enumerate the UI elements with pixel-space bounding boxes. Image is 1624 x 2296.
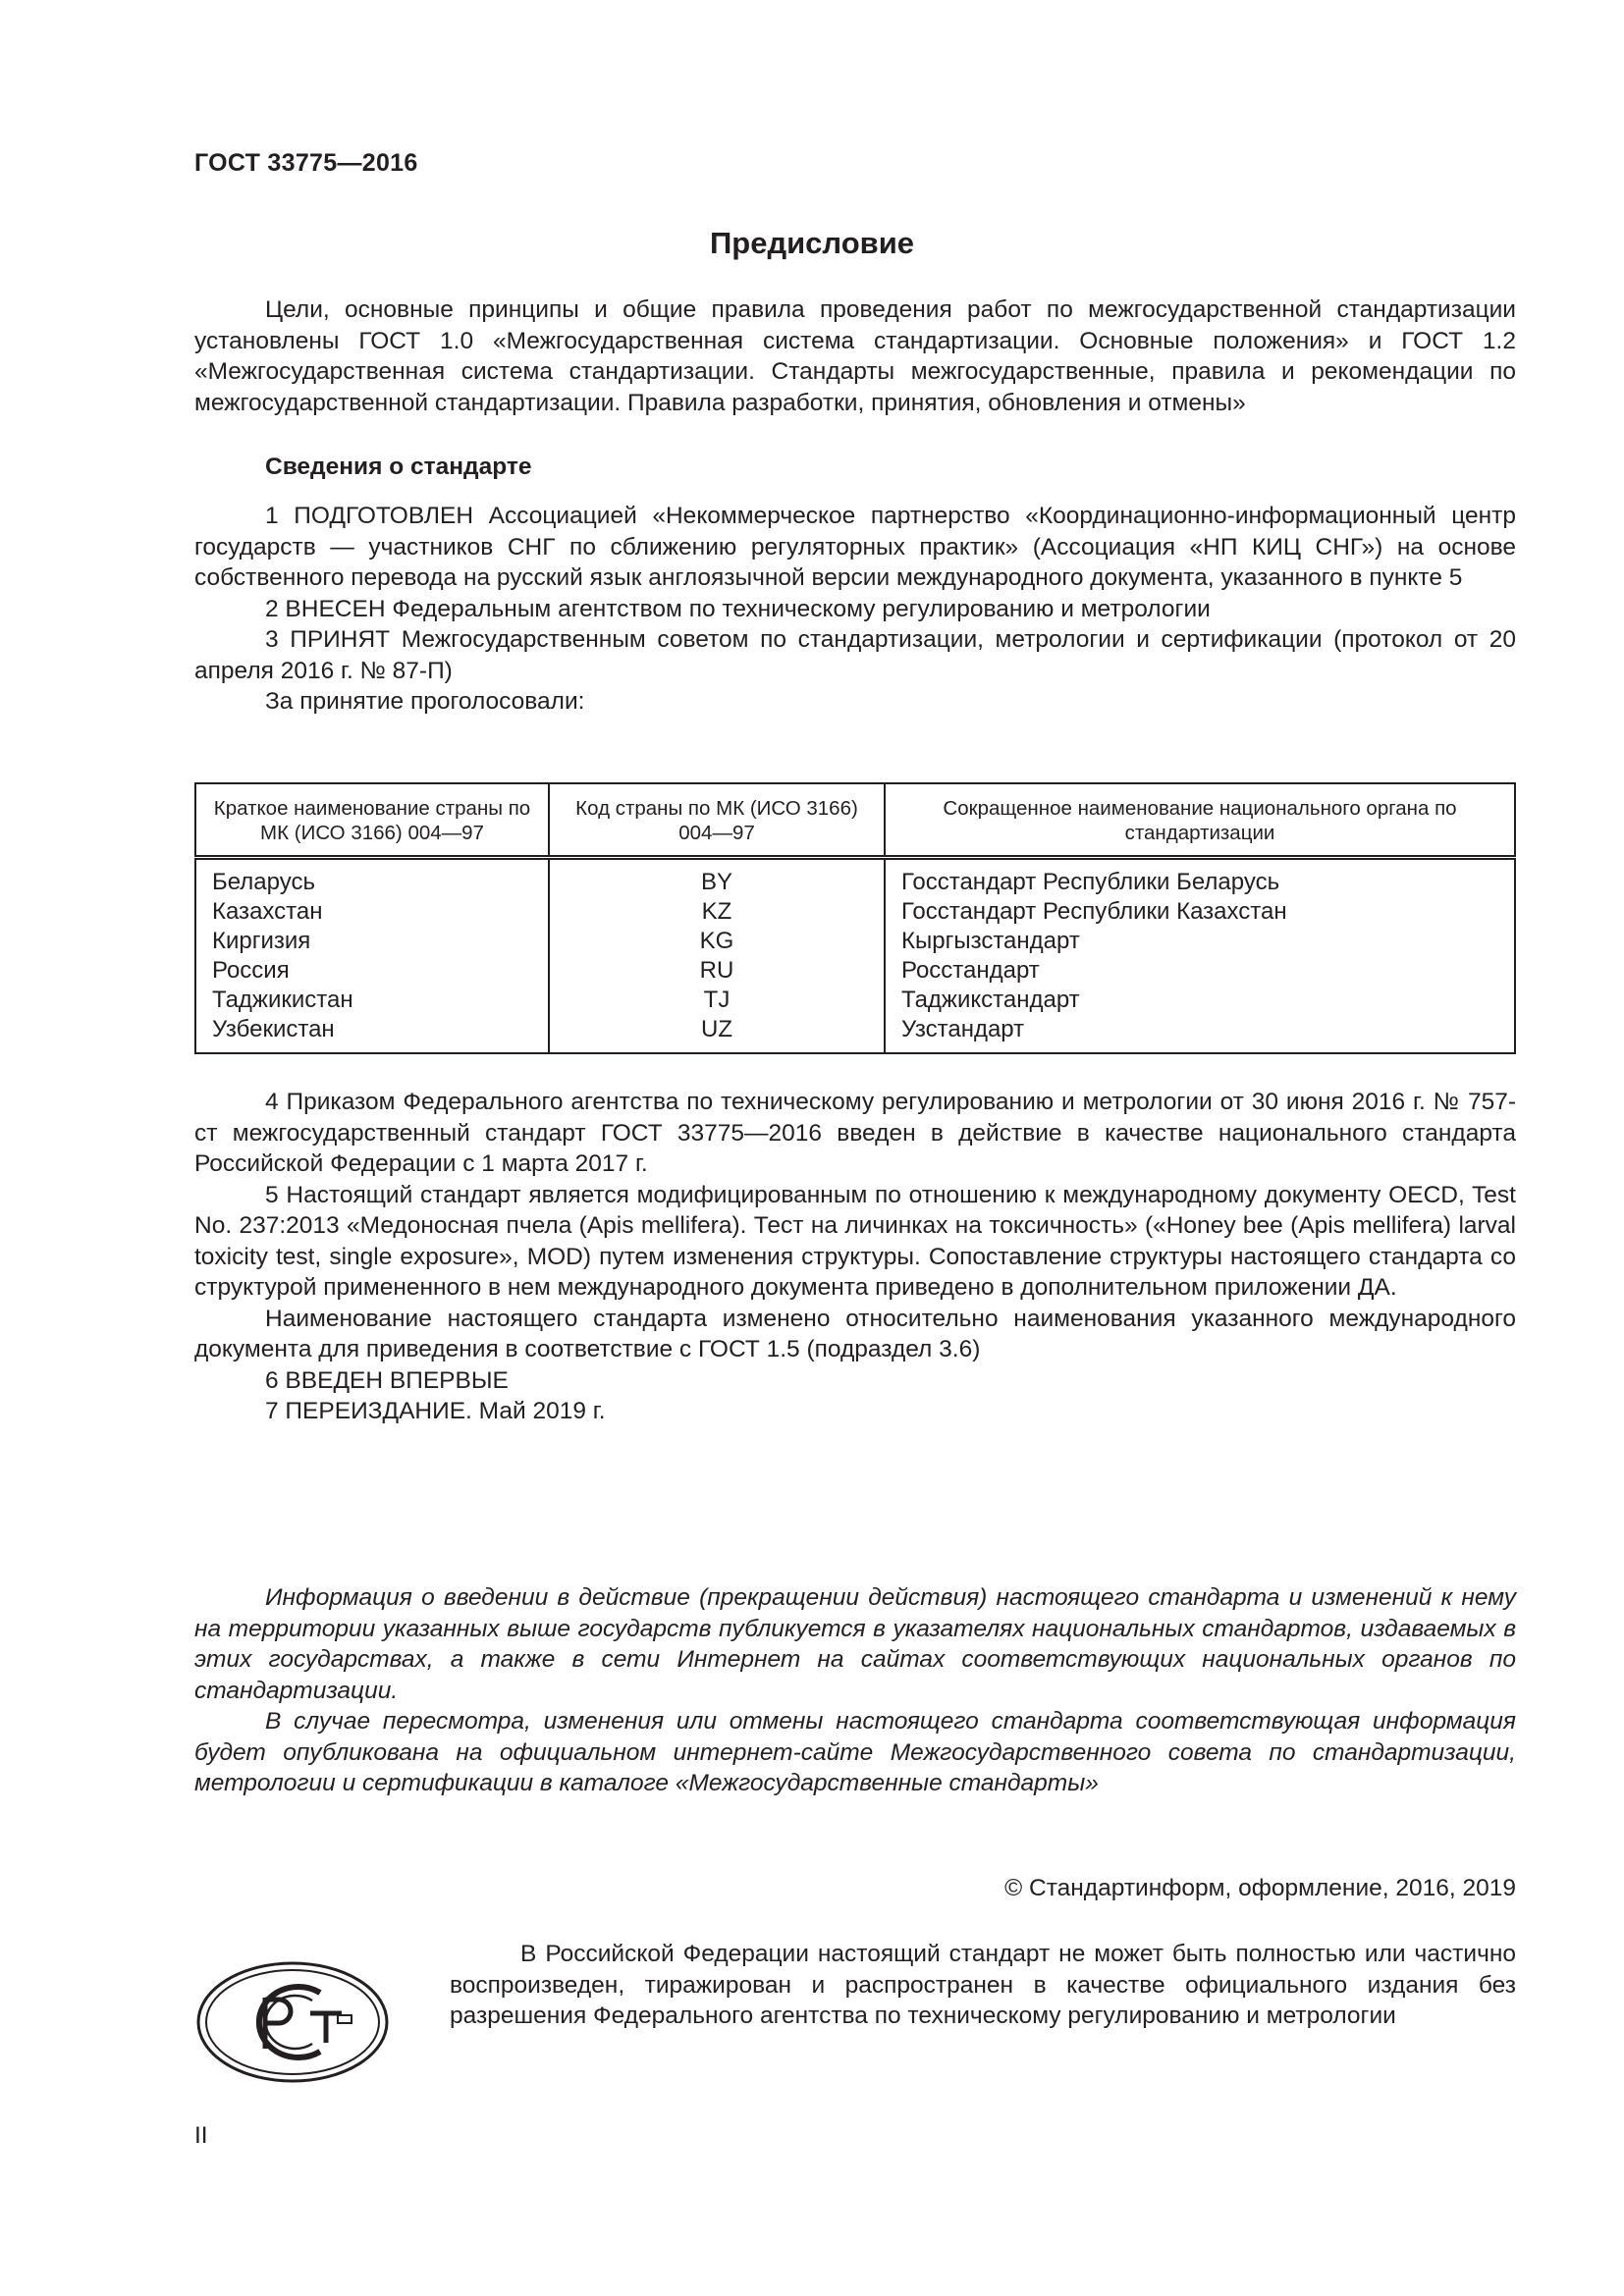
- item-7: 7 ПЕРЕИЗДАНИЕ. Май 2019 г.: [265, 1398, 606, 1424]
- national-body: Госстандарт Республики Казахстан: [885, 897, 1515, 927]
- country-code: RU: [549, 956, 885, 986]
- intro-paragraph: Цели, основные принципы и общие правила проведения работ по межгосударственной стандартизации установлены ГОСТ 1.0 «Межгосударственная система стандартизации. Основные положения» и ГОСТ 1.2 «Межгосударственная система стандартизации. Стандарты межгосударственные, правила и рекомендации по межгосударственной стандартизации. Правила разработки, принятия, обновления и отмены»: [194, 296, 1516, 416]
- country-name: Узбекистан: [195, 1015, 549, 1053]
- rights-paragraph: В Российской Федерации настоящий стандарт не может быть полностью или частично воспроизведен, тиражирован и распространен в качестве официального издания без разрешения Федерального агентства по техническому регулированию и метрологии: [450, 1941, 1516, 2029]
- section-title: Предисловие: [709, 226, 914, 260]
- national-body: Таджикстандарт: [885, 986, 1515, 1015]
- country-code: KZ: [549, 897, 885, 927]
- table-row: [195, 927, 1515, 956]
- intro-paragraph-block: [194, 294, 1516, 418]
- national-body: Кыргызстандарт: [885, 927, 1515, 956]
- gost-r-mark-icon: [194, 1958, 391, 2086]
- notice-paragraph-1: Информация о введении в действие (прекращении действия) настоящего стандарта и изменений к нему на территории указанных выше государств публикуется в указателях национальных стандартов, издаваемых в этих государствах, а также в сети Интернет на сайтах соответствующих национальных органов по стандартизации.: [194, 1584, 1516, 1704]
- table-row: [195, 956, 1515, 986]
- country-name: Киргизия: [195, 927, 549, 956]
- country-code: TJ: [549, 986, 885, 1015]
- item-6: 6 ВВЕДЕН ВПЕРВЫЕ: [265, 1366, 509, 1394]
- item-2: 2 ВНЕСЕН Федеральным агентством по техническому регулированию и метрологии: [265, 595, 1211, 622]
- country-code: BY: [549, 858, 885, 898]
- header-country-code: Код страны по МК (ИСО 3166) 004—97: [549, 783, 885, 858]
- national-body: Росстандарт: [885, 956, 1515, 986]
- country-name: Таджикистан: [195, 986, 549, 1015]
- voting-table: [194, 782, 1516, 1054]
- header-national-body: Сокращенное наименование национального органа по стандартизации: [885, 783, 1515, 858]
- national-body: Госстандарт Республики Беларусь: [885, 858, 1515, 898]
- table-row: [195, 897, 1515, 927]
- table-header-row: [195, 783, 1515, 858]
- rights-paragraph-block: [450, 1939, 1516, 2032]
- country-code: KG: [549, 927, 885, 956]
- table-row: [195, 1015, 1515, 1053]
- notice-block: [194, 1582, 1516, 1799]
- info-heading: Сведения о стандарте: [265, 454, 532, 480]
- vote-intro: За принятие проголосовали:: [265, 688, 585, 715]
- table-row: [195, 986, 1515, 1015]
- national-body: Узстандарт: [885, 1015, 1515, 1053]
- country-name: Россия: [195, 956, 549, 986]
- info-items-block-2: [194, 1087, 1516, 1427]
- table-row: [195, 858, 1515, 898]
- document-code: ГОСТ 33775—2016: [194, 149, 418, 177]
- notice-paragraph-2: В случае пересмотра, изменения или отмены настоящего стандарта соответствующая информация будет опубликована на официальном интернет-сайте Межгосударственного совета по стандартизации, метрологии и сертификации в каталоге «Межгосударственные стандарты»: [194, 1708, 1516, 1796]
- country-name: Казахстан: [195, 897, 549, 927]
- item-5-note: Наименование настоящего стандарта изменено относительно наименования указанного международного документа для приведения в соответствие с ГОСТ 1.5 (подраздел 3.6): [194, 1305, 1516, 1362]
- copyright-line: © Стандартинформ, оформление, 2016, 2019: [1004, 1875, 1516, 1901]
- info-items-block: [194, 501, 1516, 718]
- item-5: 5 Настоящий стандарт является модифицированным по отношению к международному документу OECD, Test No. 237:2013 «Медоносная пчела (Apis mellifera). Тест на личинках на токсичность» («Honey bee (Apis mellifera) larval toxicity test, single exposure», MOD) путем изменения структуры. Сопоставление структуры настоящего стандарта со структурой примененного в нем международного документа приведено в дополнительном приложении ДА.: [194, 1181, 1516, 1301]
- item-4: 4 Приказом Федерального агентства по техническому регулированию и метрологии от 30 июня 2016 г. № 757-ст межгосударственный стандарт ГОСТ 33775—2016 введен в действие в качестве национального стандарта Российской Федерации с 1 марта 2017 г.: [194, 1089, 1516, 1177]
- country-name: Беларусь: [195, 858, 549, 898]
- item-3: 3 ПРИНЯТ Межгосударственным советом по стандартизации, метрологии и сертификации (протокол от 20 апреля 2016 г. № 87-П): [194, 626, 1516, 684]
- page-number: II: [194, 2122, 208, 2149]
- header-country-name: Краткое наименование страны по МК (ИСО 3166) 004—97: [195, 783, 549, 858]
- country-code: UZ: [549, 1015, 885, 1053]
- item-1: 1 ПОДГОТОВЛЕН Ассоциацией «Некоммерческое партнерство «Координационно-информационный центр государств — участников СНГ по сближению регуляторных практик» (Ассоциация «НП КИЦ СНГ») на основе собственного перевода на русский язык англоязычной версии международного документа, указанного в пункте 5: [194, 503, 1516, 591]
